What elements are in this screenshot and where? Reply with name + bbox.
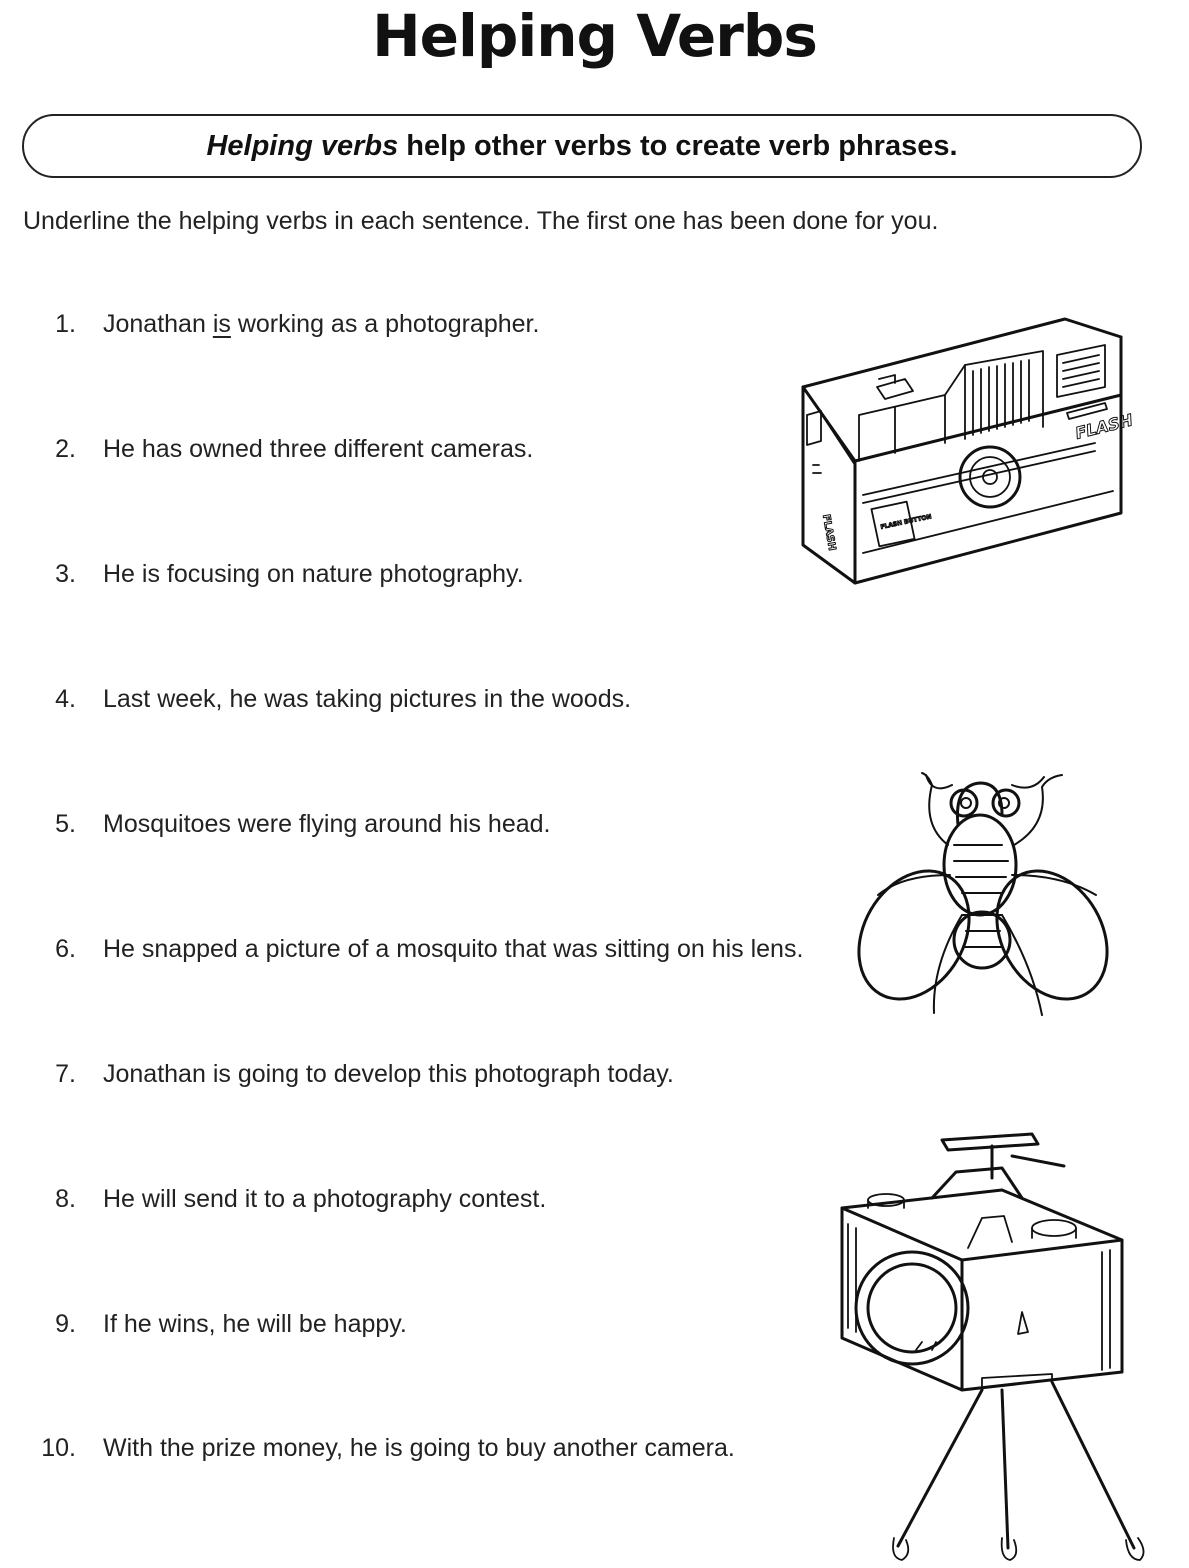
sentence-text: If he wins, he will be happy. <box>103 1310 407 1338</box>
sentence-text: With the prize money, he is going to buy another camera. <box>103 1434 735 1462</box>
item-number: 1. <box>55 310 76 338</box>
camera-brand-text: FLASH <box>1073 410 1135 443</box>
item-number: 6. <box>55 935 76 963</box>
page-title: Helping Verbs <box>372 2 817 70</box>
instructions: Underline the helping verbs in each sentence. The first one has been done for you. <box>23 207 939 235</box>
tripod-camera-icon <box>832 1128 1147 1568</box>
sentence-before: Jonathan <box>103 310 213 338</box>
underlined-helping-verb: is <box>212 310 231 338</box>
sentence-text: He will send it to a photography contest. <box>103 1185 547 1213</box>
item-number: 10. <box>41 1434 76 1462</box>
definition-box <box>22 114 1142 178</box>
sentence-text: He has owned three different cameras. <box>103 435 534 463</box>
sentence-text: He is focusing on nature photography. <box>103 560 524 588</box>
definition-rest: help other verbs to create verb phrases. <box>398 129 958 162</box>
item-number: 2. <box>55 435 76 463</box>
item-number: 5. <box>55 810 76 838</box>
sentence-after: working as a photographer. <box>230 310 540 338</box>
disposable-camera-icon <box>795 315 1135 590</box>
sentence-text <box>103 310 539 339</box>
flash-button-text: FLASH BUTTON <box>879 513 933 531</box>
definition-emphasis: Helping verbs <box>206 129 399 162</box>
sentence-text: Mosquitoes were flying around his head. <box>103 810 551 838</box>
item-number: 3. <box>55 560 76 588</box>
item-number: 4. <box>55 685 76 713</box>
sentence-text: Jonathan is going to develop this photograph today. <box>103 1060 674 1088</box>
camera-side-text: FLASH <box>820 513 838 552</box>
mosquito-icon <box>862 765 1112 1025</box>
item-number: 9. <box>55 1310 76 1338</box>
item-number: 7. <box>55 1060 76 1088</box>
definition-text <box>206 130 957 163</box>
sentence-text: Last week, he was taking pictures in the woods. <box>103 685 632 713</box>
sentence-text: He snapped a picture of a mosquito that was sitting on his lens. <box>103 935 804 963</box>
item-number: 8. <box>55 1185 76 1213</box>
